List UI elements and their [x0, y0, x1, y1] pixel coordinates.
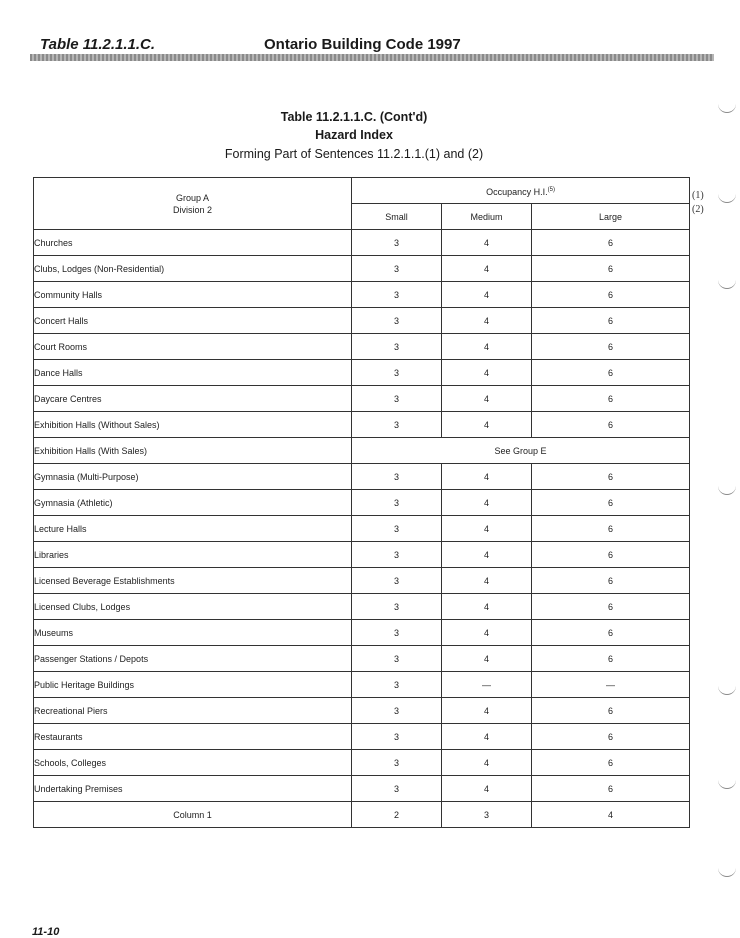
occupancy-name: Exhibition Halls (With Sales) — [34, 438, 352, 464]
hazard-index-small: 3 — [352, 672, 442, 698]
hazard-index-large: 6 — [532, 542, 690, 568]
hazard-index-large: 6 — [532, 464, 690, 490]
occupancy-name: Community Halls — [34, 282, 352, 308]
group-label: Group A — [175, 192, 210, 203]
occupancy-name: Gymnasia (Multi-Purpose) — [34, 464, 352, 490]
hazard-index-large: 6 — [532, 490, 690, 516]
hazard-index-medium: 4 — [442, 230, 532, 256]
table-row — [34, 776, 690, 802]
table-row — [34, 516, 690, 542]
hazard-index-small: 3 — [352, 230, 442, 256]
hazard-index-medium: 4 — [442, 360, 532, 386]
hazard-index-small: 3 — [352, 464, 442, 490]
table-row — [34, 464, 690, 490]
occupancy-name: Licensed Clubs, Lodges — [34, 594, 352, 620]
footer-column-label: Column 1 — [34, 802, 352, 828]
table-number: Table 11.2.1.1.C. (Cont'd) — [280, 110, 428, 124]
table-row — [34, 594, 690, 620]
hazard-index-medium: 4 — [442, 282, 532, 308]
margin-notes — [692, 189, 704, 217]
hazard-index-medium: — — [442, 672, 532, 698]
occupancy-name: Recreational Piers — [34, 698, 352, 724]
occupancy-name: Restaurants — [34, 724, 352, 750]
running-head — [0, 0, 740, 70]
hazard-index-large: 6 — [532, 282, 690, 308]
hazard-index-small: 3 — [352, 698, 442, 724]
hazard-index-small: 3 — [352, 724, 442, 750]
table-footer-row — [34, 802, 690, 828]
occupancy-name: Licensed Beverage Establishments — [34, 568, 352, 594]
table-row — [34, 490, 690, 516]
hazard-index-small: 3 — [352, 568, 442, 594]
hazard-index-medium: 4 — [442, 568, 532, 594]
hazard-index-medium: 4 — [442, 256, 532, 282]
hazard-index-large: 6 — [532, 256, 690, 282]
occupancy-name: Daycare Centres — [34, 386, 352, 412]
hazard-index-medium: 4 — [442, 412, 532, 438]
table-row — [34, 230, 690, 256]
table-row — [34, 334, 690, 360]
hazard-index-small: 3 — [352, 412, 442, 438]
header-rule — [30, 54, 714, 61]
table-caption — [0, 108, 708, 165]
binder-mark-decoration — [718, 190, 736, 203]
column-header-large: Large — [532, 204, 690, 230]
hazard-index-small: 3 — [352, 490, 442, 516]
division-label: Division 2 — [172, 204, 212, 215]
occupancy-name: Museums — [34, 620, 352, 646]
running-head-section: Table 11.2.1.1.C. — [40, 36, 156, 53]
table-row — [34, 308, 690, 334]
table-reference: Forming Part of Sentences 11.2.1.1.(1) and (2) — [224, 147, 484, 161]
hazard-index-large: 6 — [532, 516, 690, 542]
occupancy-name: Undertaking Premises — [34, 776, 352, 802]
hazard-index-small: 3 — [352, 750, 442, 776]
table-row — [34, 750, 690, 776]
table-row — [34, 360, 690, 386]
column-header-small: Small — [352, 204, 442, 230]
hazard-index-large: 6 — [532, 698, 690, 724]
table-name: Hazard Index — [315, 128, 393, 142]
occupancy-name: Lecture Halls — [34, 516, 352, 542]
table-row — [34, 282, 690, 308]
footer-large: 4 — [532, 802, 690, 828]
occupancy-name: Schools, Colleges — [34, 750, 352, 776]
footer-medium: 3 — [442, 802, 532, 828]
footer-small: 2 — [352, 802, 442, 828]
hazard-index-large: 6 — [532, 750, 690, 776]
hazard-index-small: 3 — [352, 776, 442, 802]
hazard-index-small: 3 — [352, 308, 442, 334]
hazard-index-large: 6 — [532, 230, 690, 256]
hazard-index-large: 6 — [532, 776, 690, 802]
hazard-index-medium: 4 — [442, 724, 532, 750]
occupancy-name: Public Heritage Buildings — [34, 672, 352, 698]
table-row — [34, 672, 690, 698]
occupancy-name: Passenger Stations / Depots — [34, 646, 352, 672]
binder-mark-decoration — [718, 276, 736, 289]
hazard-index-medium: 4 — [442, 516, 532, 542]
margin-note: (1) — [692, 190, 704, 201]
hazard-index-large: 6 — [532, 620, 690, 646]
hazard-index-small: 3 — [352, 620, 442, 646]
hazard-index-medium: 4 — [442, 542, 532, 568]
hazard-index-small: 3 — [352, 646, 442, 672]
binder-mark-decoration — [718, 100, 736, 113]
column-header-medium: Medium — [442, 204, 532, 230]
page-number: 11-10 — [32, 926, 60, 938]
table-row — [34, 256, 690, 282]
hazard-index-small: 3 — [352, 360, 442, 386]
occupancy-name: Gymnasia (Athletic) — [34, 490, 352, 516]
occupancy-name: Libraries — [34, 542, 352, 568]
hazard-index-medium: 4 — [442, 334, 532, 360]
running-head-title: Ontario Building Code 1997 — [264, 36, 461, 53]
hazard-index-medium: 4 — [442, 620, 532, 646]
hazard-index-medium: 4 — [442, 308, 532, 334]
table-row — [34, 724, 690, 750]
hazard-index-medium: 4 — [442, 698, 532, 724]
hazard-index-large: 6 — [532, 594, 690, 620]
hazard-index-medium: 4 — [442, 464, 532, 490]
margin-note: (2) — [692, 204, 704, 215]
occupancy-name: Churches — [34, 230, 352, 256]
hazard-index-table — [33, 177, 690, 828]
hazard-index-large: 6 — [532, 360, 690, 386]
table-row — [34, 438, 690, 464]
hazard-index-large: 6 — [532, 568, 690, 594]
occupancy-name: Court Rooms — [34, 334, 352, 360]
table-row — [34, 646, 690, 672]
hazard-index-small: 3 — [352, 386, 442, 412]
hazard-index-medium: 4 — [442, 386, 532, 412]
hazard-index-medium: 4 — [442, 594, 532, 620]
hazard-index-large: 6 — [532, 724, 690, 750]
group-header — [34, 178, 352, 230]
occupancy-label: Occupancy H.I. — [486, 186, 548, 197]
hazard-index-small: 3 — [352, 282, 442, 308]
occupancy-name: Concert Halls — [34, 308, 352, 334]
occupancy-name: Dance Halls — [34, 360, 352, 386]
binder-mark-decoration — [718, 864, 736, 877]
occupancy-note: (5) — [547, 186, 555, 193]
table-row — [34, 568, 690, 594]
table-row — [34, 620, 690, 646]
hazard-index-small: 3 — [352, 256, 442, 282]
hazard-index-large: 6 — [532, 308, 690, 334]
hazard-index-large: 6 — [532, 386, 690, 412]
hazard-index-large: 6 — [532, 334, 690, 360]
hazard-index-large: 6 — [532, 412, 690, 438]
occupancy-name: Clubs, Lodges (Non-Residential) — [34, 256, 352, 282]
hazard-index-medium: 4 — [442, 776, 532, 802]
binder-mark-decoration — [718, 482, 736, 495]
hazard-index-medium: 4 — [442, 646, 532, 672]
occupancy-header — [352, 178, 690, 204]
hazard-index-medium: 4 — [442, 750, 532, 776]
hazard-index-medium: 4 — [442, 490, 532, 516]
table-row — [34, 698, 690, 724]
binder-mark-decoration — [718, 682, 736, 695]
hazard-index-small: 3 — [352, 516, 442, 542]
hazard-index-small: 3 — [352, 594, 442, 620]
cross-reference-cell: See Group E — [352, 438, 690, 464]
table-row — [34, 542, 690, 568]
hazard-index-small: 3 — [352, 334, 442, 360]
hazard-index-small: 3 — [352, 542, 442, 568]
table-row — [34, 412, 690, 438]
hazard-index-large: 6 — [532, 646, 690, 672]
occupancy-name: Exhibition Halls (Without Sales) — [34, 412, 352, 438]
table-row — [34, 386, 690, 412]
table-body — [34, 230, 690, 802]
hazard-index-large: — — [532, 672, 690, 698]
binder-mark-decoration — [718, 776, 736, 789]
